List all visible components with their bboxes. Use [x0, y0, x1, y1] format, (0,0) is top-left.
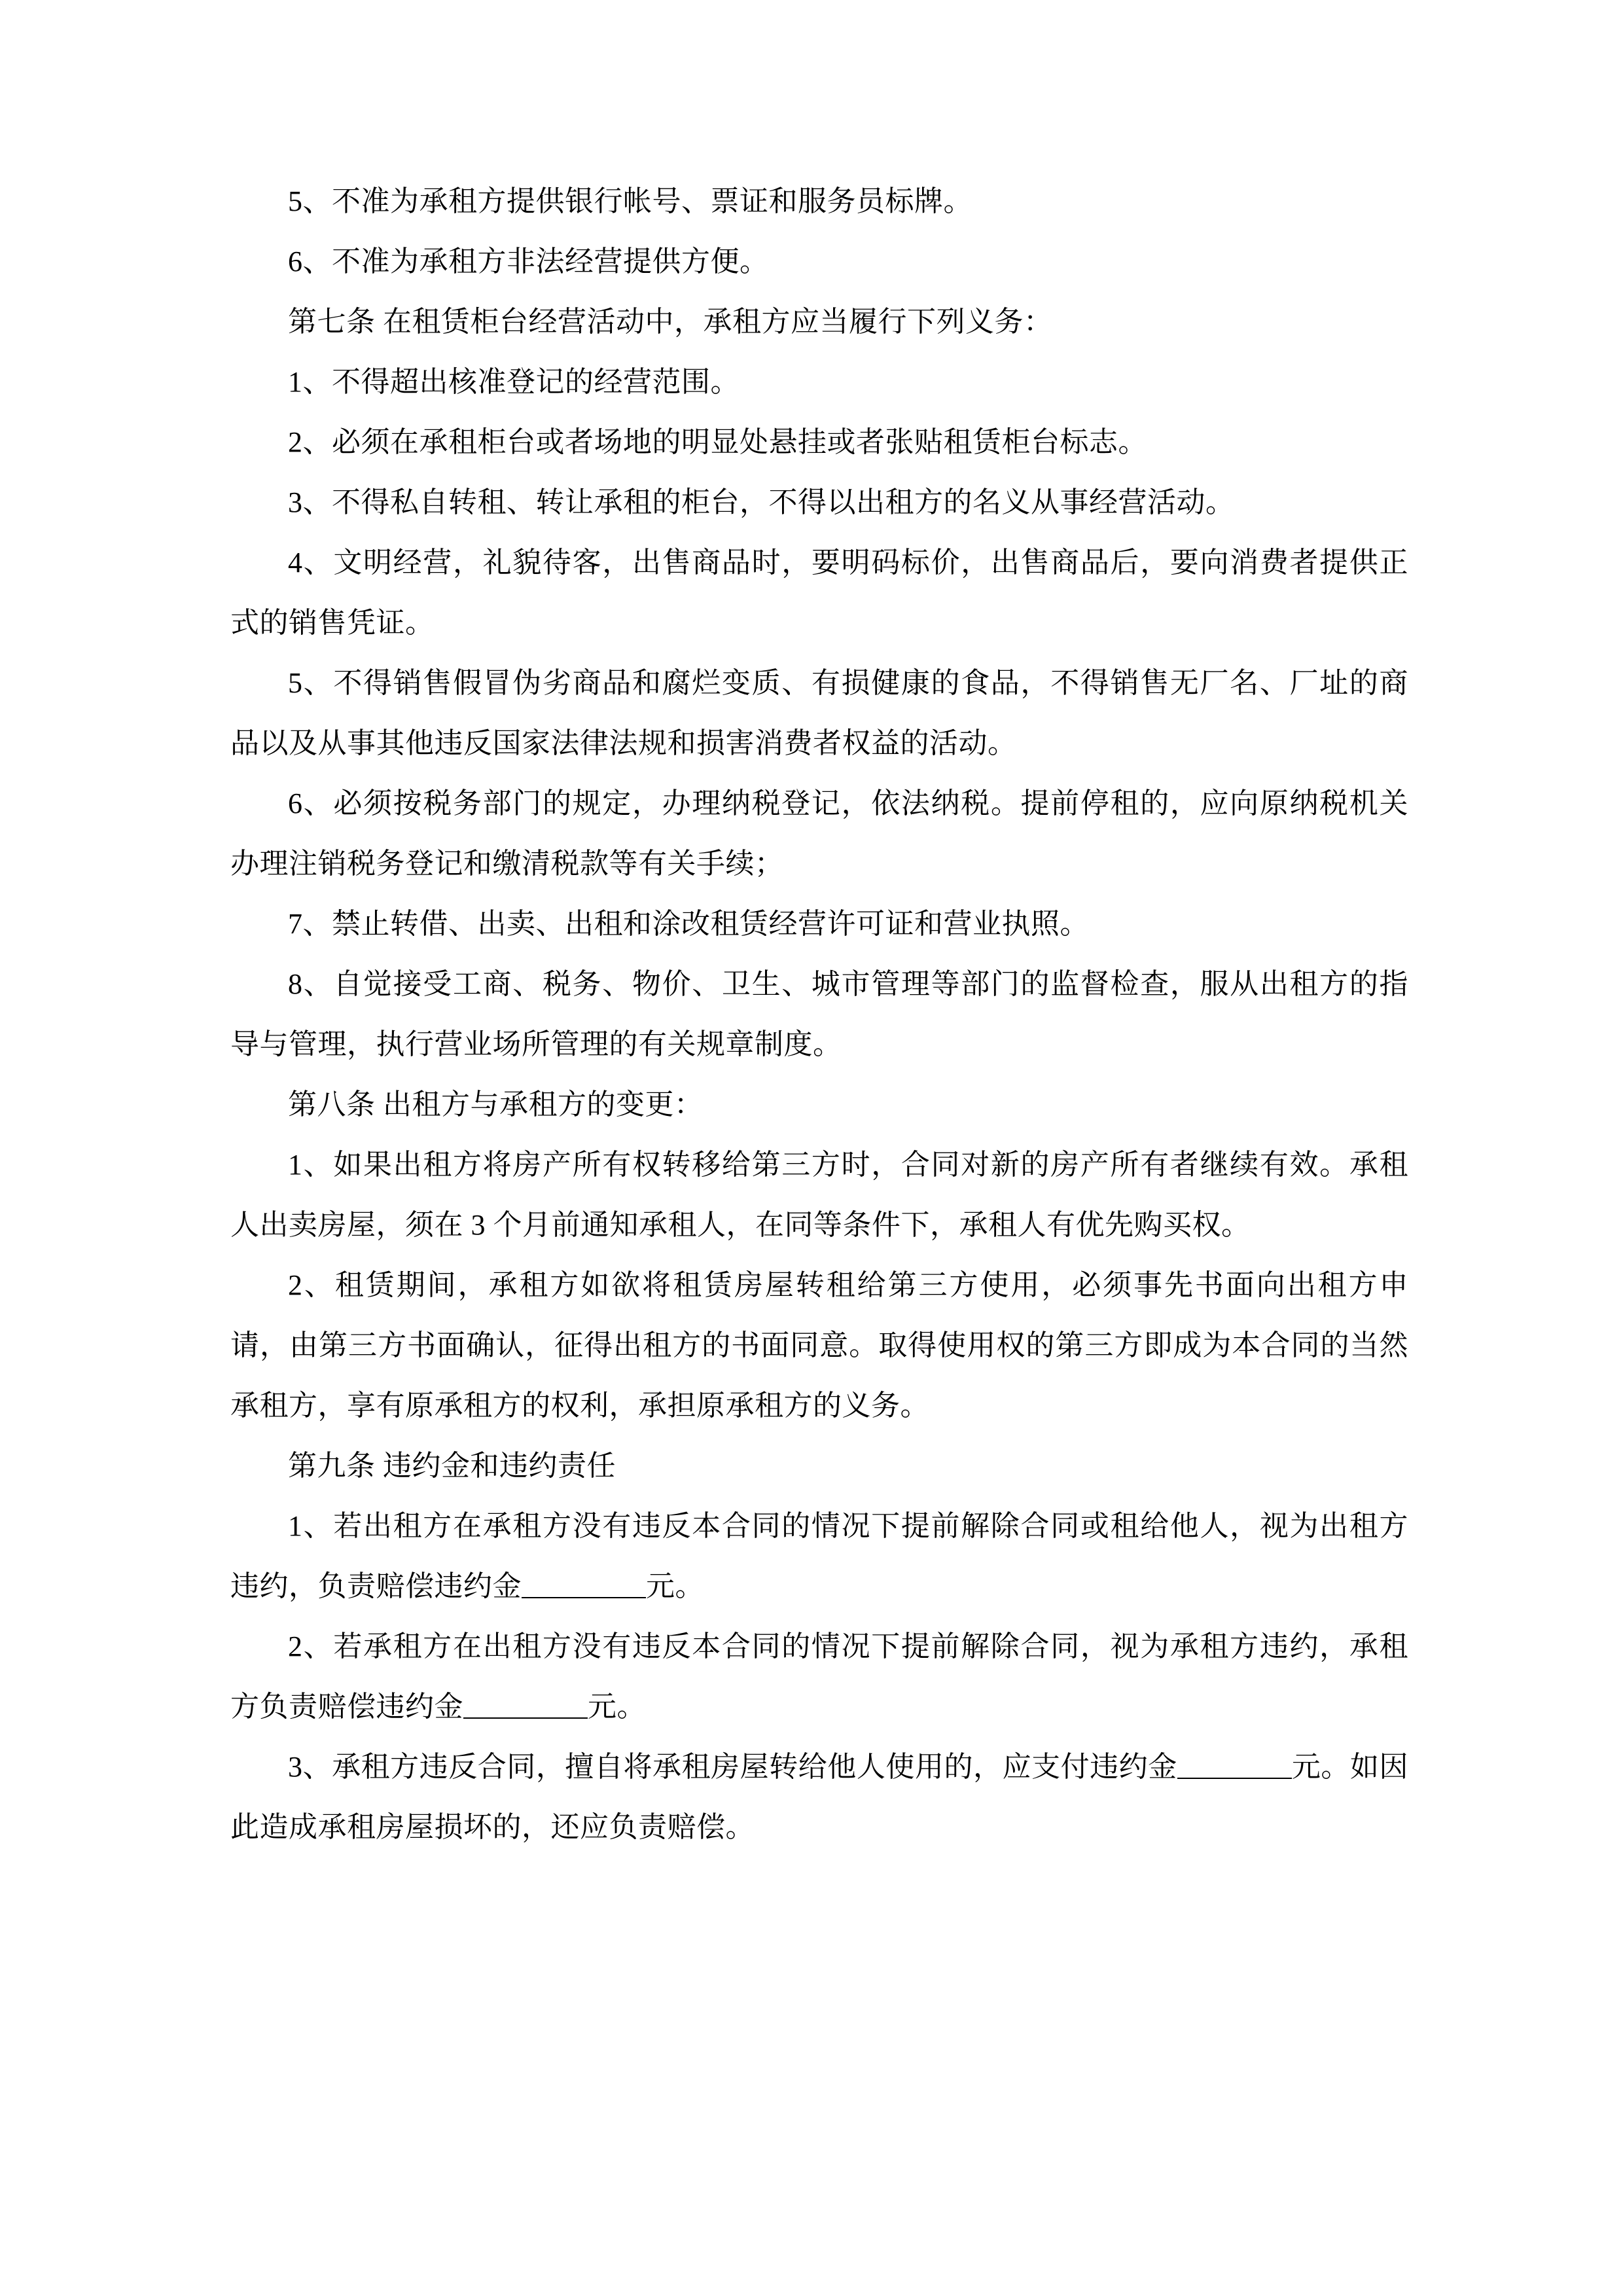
clause-9-item-1 — [230, 1496, 1408, 1617]
paragraph: 6、不准为承租方非法经营提供方便。 — [288, 245, 769, 278]
paragraph: 6、必须按税务部门的规定，办理纳税登记，依法纳税。提前停租的，应向原纳税机关办理注销税务登记和缴清税款等有关手续； — [230, 787, 1408, 880]
penalty-amount-blank-3[interactable] — [1177, 1751, 1292, 1779]
paragraph: 3、不得私自转租、转让承租的柜台，不得以出租方的名义从事经营活动。 — [288, 486, 1235, 518]
document-body — [230, 171, 1408, 1857]
paragraph: 8、自觉接受工商、税务、物价、卫生、城市管理等部门的监督检查，服从出租方的指导与管理，执行营业场所管理的有关规章制度。 — [230, 968, 1408, 1060]
paragraph: 2、租赁期间，承租方如欲将租赁房屋转租给第三方使用，必须事先书面向出租方申请，由第三方书面确认，征得出租方的书面同意。取得使用权的第三方即成为本合同的当然承租方，享有原承租方的权利，承担原承租方的义务。 — [230, 1269, 1408, 1422]
clause-9-item-2 — [230, 1617, 1408, 1737]
article-heading-9: 第九条 违约金和违约责任 — [288, 1450, 616, 1482]
paragraph: 1、如果出租方将房产所有权转移给第三方时，合同对新的房产所有者继续有效。承租人出卖房屋，须在 3 个月前通知承租人，在同等条件下，承租人有优先购买权。 — [230, 1149, 1408, 1241]
paragraph: 4、文明经营，礼貌待客，出售商品时，要明码标价，出售商品后，要向消费者提供正式的销售凭证。 — [230, 547, 1408, 639]
clause-text-tail: 元。如因此造成承租房屋损坏的，还应负责赔偿。 — [230, 1751, 1408, 1843]
clause-text-tail: 元。 — [646, 1570, 704, 1602]
clause-9-item-3 — [230, 1737, 1408, 1857]
clause-text-tail: 元。 — [588, 1691, 646, 1723]
clause-text: 1、若出租方在承租方没有违反本合同的情况下提前解除合同或租给他人，视为出租方违约，负责赔偿违约金 — [230, 1510, 1408, 1602]
paragraph: 1、不得超出核准登记的经营范围。 — [288, 366, 740, 398]
paragraph: 2、必须在承租柜台或者场地的明显处悬挂或者张贴租赁柜台标志。 — [288, 426, 1147, 458]
article-heading-8: 第八条 出租方与承租方的变更： — [288, 1088, 704, 1121]
paragraph: 5、不准为承租方提供银行帐号、票证和服务员标牌。 — [288, 185, 972, 217]
penalty-amount-blank-2[interactable] — [463, 1691, 588, 1719]
clause-text: 2、若承租方在出租方没有违反本合同的情况下提前解除合同，视为承租方违约，承租方负责赔偿违约金 — [230, 1630, 1408, 1723]
article-heading-7: 第七条 在租赁柜台经营活动中，承租方应当履行下列义务： — [288, 306, 1053, 338]
paragraph: 5、不得销售假冒伪劣商品和腐烂变质、有损健康的食品，不得销售无厂名、厂址的商品以及从事其他违反国家法律法规和损害消费者权益的活动。 — [230, 667, 1408, 759]
penalty-amount-blank-1[interactable] — [522, 1571, 646, 1598]
paragraph: 7、禁止转借、出卖、出租和涂改租赁经营许可证和营业执照。 — [288, 908, 1089, 940]
clause-text: 3、承租方违反合同，擅自将承租房屋转给他人使用的，应支付违约金 — [288, 1751, 1177, 1783]
